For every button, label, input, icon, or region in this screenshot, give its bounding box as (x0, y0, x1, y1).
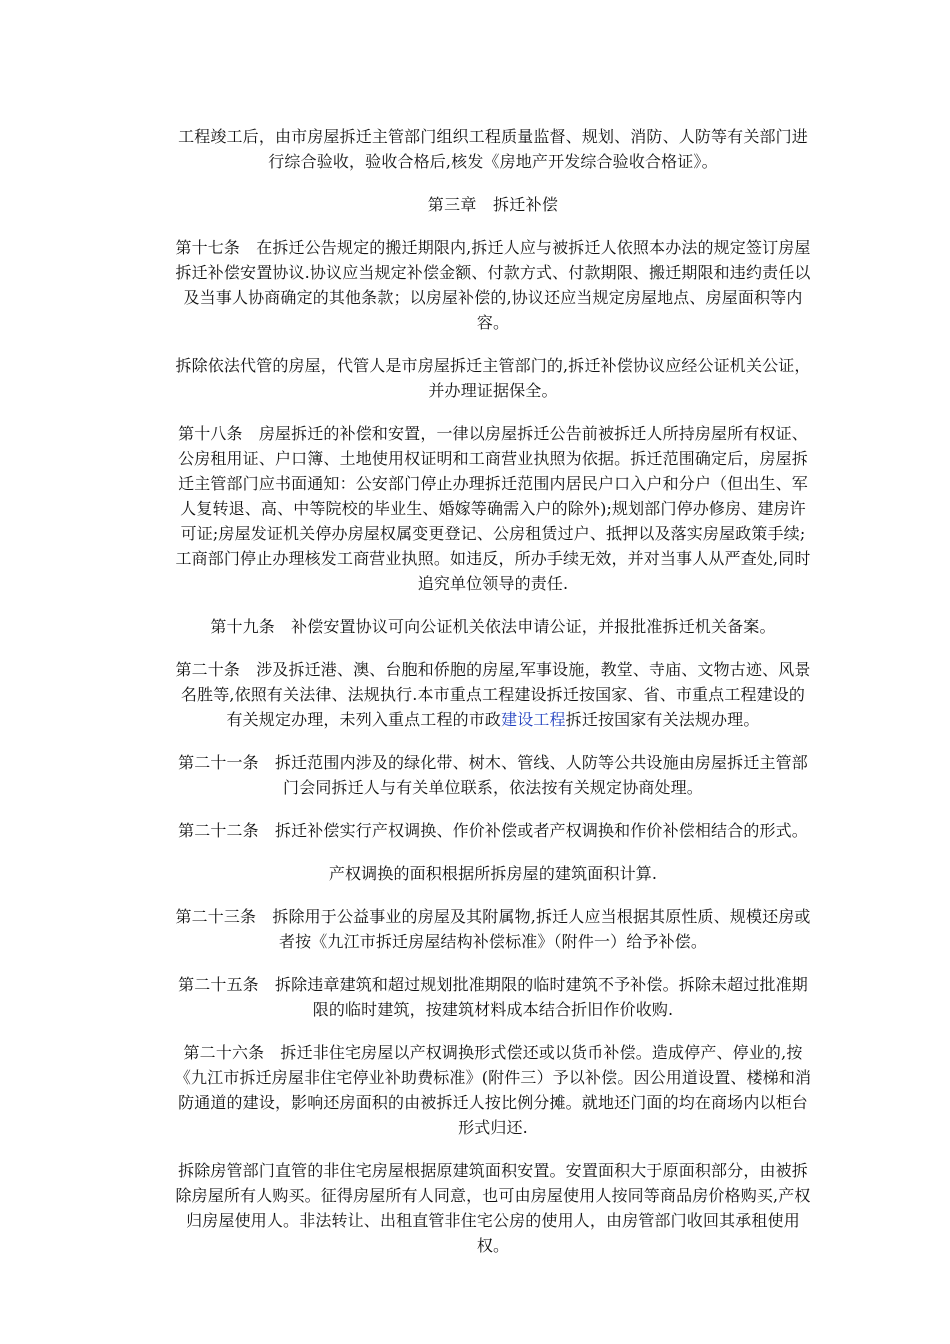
construction-project-link[interactable]: 建设工程 (501, 710, 566, 729)
article-25-paragraph: 第二十五条 拆除违章建筑和超过规划批准期限的临时建筑不予补偿。拆除未超过批准期限的临时建筑，按建筑材料成本结合折旧作价收购. (178, 975, 808, 1019)
article-22-second-paragraph: 产权调换的面积根据所拆房屋的建筑面积计算. (328, 864, 658, 883)
article-18-paragraph: 第十八条 房屋拆迁的补偿和安置，一律以房屋拆迁公告前被拆迁人所持房屋所有权证、公房租用证、户口簿、土地使用权证明和工商营业执照为依据。拆迁范围确定后，房屋拆迁主管部门应书面通知：公安部门停止办理拆迁范围内居民户口入户和分户（但出生、军人复转退、高、中等院校的毕业生、婚嫁等确需入户的除外);规划部门停办修房、建房许可证;房屋发证机关停办房屋权属变更登记、公房租赁过户、抵押以及落实房屋政策手续;工商部门停止办理核发工商营业执照。如违反，所办手续无效，并对当事人从严查处,同时追究单位领导的责任. (175, 424, 811, 593)
article-20-text-after-link: 拆迁按国家有关法规办理。 (565, 710, 760, 729)
article-23-paragraph: 第二十三条 拆除用于公益事业的房屋及其附属物,拆迁人应当根据其原性质、规模还房或者按《九江市拆迁房屋结构补偿标准》（附件一）给予补偿。 (175, 907, 811, 951)
article-26-second-paragraph: 拆除房管部门直管的非住宅房屋根据原建筑面积安置。安置面积大于原面积部分，由被拆除房屋所有人购买。征得房屋所有人同意，也可由房屋使用人按同等商品房价格购买,产权归房屋使用人。非法转让、出租直管非住宅公房的使用人，由房管部门收回其承租使用权。 (175, 1161, 811, 1255)
article-26-paragraph: 第二十六条 拆迁非住宅房屋以产权调换形式偿还或以货币补偿。造成停产、停业的,按《九江市拆迁房屋非住宅停业补助费标准》(附件三）予以补偿。因公用道设置、楼梯和消防通道的建设，影响还房面积的由被拆迁人按比例分摊。就地还门面的均在商场内以柜台形式归还. (174, 1043, 812, 1137)
document-body (174, 124, 812, 1276)
article-17-second-paragraph: 拆除依法代管的房屋，代管人是市房屋拆迁主管部门的,拆迁补偿协议应经公证机关公证，并办理证据保全。 (175, 356, 811, 400)
article-19-paragraph: 第十九条 补偿安置协议可向公证机关依法申请公证，并报批准拆迁机关备案。 (210, 617, 776, 636)
article-20-text-before-link: 第二十条 涉及拆迁港、澳、台胞和侨胞的房屋,军事设施，教堂、寺庙、文物古迹、风景名胜等,依照有关法律、法规执行.本市重点工程建设拆迁按国家、省、市重点工程建设的有关规定办理，未列入重点工程的市政 (175, 660, 811, 729)
paragraph-intro: 工程竣工后，由市房屋拆迁主管部门组织工程质量监督、规划、消防、人防等有关部门进行综合验收，验收合格后,核发《房地产开发综合验收合格证》。 (178, 127, 808, 171)
chapter-heading: 第三章 拆迁补偿 (427, 195, 559, 214)
article-17-paragraph: 第十七条 在拆迁公告规定的搬迁期限内,拆迁人应与被拆迁人依照本办法的规定签订房屋拆迁补偿安置协议.协议应当规定补偿金额、付款方式、付款期限、搬迁期限和违约责任以及当事人协商确定的其他条款；以房屋补偿的,协议还应当规定房屋地点、房屋面积等内容。 (175, 238, 811, 332)
article-21-paragraph: 第二十一条 拆迁范围内涉及的绿化带、树木、管线、人防等公共设施由房屋拆迁主管部门会同拆迁人与有关单位联系，依法按有关规定协商处理。 (178, 753, 808, 797)
article-22-paragraph: 第二十二条 拆迁补偿实行产权调换、作价补偿或者产权调换和作价补偿相结合的形式。 (178, 821, 808, 840)
article-20-paragraph (174, 657, 812, 732)
